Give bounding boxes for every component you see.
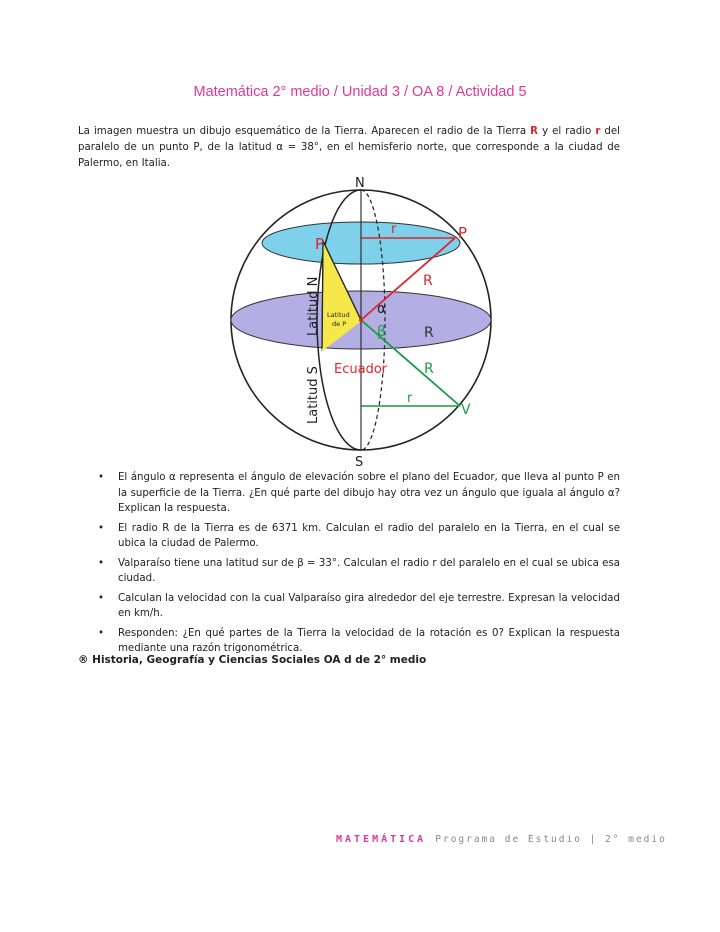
question-text: El ángulo α representa el ángulo de elevación sobre el plano del Ecuador, que lleva al punto P en la superficie de la Tierra. ¿En qué parte del dibujo hay otra vez un ángulo que iguala al ángulo α? Explican la respuesta. [118,472,620,514]
bullet-marker: • [98,557,105,569]
question-list [98,470,620,661]
label-s: S [355,455,364,469]
label-beta: β [377,324,386,340]
label-r-top: r [391,222,397,237]
intro-paragraph [78,124,620,172]
intro-text-1: La imagen muestra un dibujo esquemático de la Tierra. Aparecen el radio de la Tierra [78,126,531,137]
earth-diagram [225,174,500,469]
label-p-right: P [458,224,468,242]
question-item [98,470,620,517]
footer-subject: MATEMÁTICA [336,834,427,845]
center-point [359,318,363,322]
question-item [98,556,620,587]
bullet-marker: • [98,627,105,639]
label-v: V [461,402,471,418]
intro-text-3: del paralelo de un punto P, de la latitud α = 38°, en el hemisferio norte, que corresponde a la ciudad de Palermo, en Italia. [78,126,620,169]
label-R-plane: R [424,325,434,341]
question-item [98,591,620,622]
label-R-upper: R [423,273,433,289]
label-latitud-de-p-2: de P [332,320,347,328]
label-alpha: α [377,301,387,317]
bullet-marker: • [98,522,105,534]
bullet-marker: • [98,592,105,604]
label-latitud-n: Latitud N [306,276,321,336]
question-item [98,626,620,657]
question-item [98,521,620,552]
label-ecuador: Ecuador [334,362,388,377]
question-text: Calculan la velocidad con la cual Valparaíso gira alrededor del eje terrestre. Expresan la velocidad en km/h. [118,592,620,619]
radius-r-highlight: r [595,126,601,137]
question-text: El radio R de la Tierra es de 6371 km. Calculan el radio del paralelo en la Tierra, en el cual se ubica la ciudad de Palermo. [118,522,620,549]
radius-R-highlight: R [530,126,539,137]
page-footer [336,834,667,845]
page-title: Matemática 2° medio / Unidad 3 / OA 8 / Actividad 5 [193,84,527,100]
intro-text-2: y el radio [538,126,596,137]
earth-diagram-svg [225,174,500,469]
footer-program: Programa de Estudio | 2° medio [435,834,667,845]
label-p-left: P [315,235,325,253]
question-text: Responden: ¿En qué partes de la Tierra la velocidad de la rotación es 0? Explican la respuesta mediante una razón trigonométrica. [118,627,620,654]
label-latitud-de-p-1: Latitud [327,311,350,319]
question-text: Valparaíso tiene una latitud sur de β = 33°. Calculan el radio r del paralelo en el cual se ubica esa ciudad. [118,557,620,584]
label-R-lower: R [424,361,434,377]
curriculum-footnote: ® Historia, Geografía y Ciencias Sociales OA d de 2° medio [78,654,427,666]
label-latitud-s: Latitud S [306,366,321,424]
label-r-bottom: r [407,391,413,406]
bullet-marker: • [98,472,105,483]
label-n: N [355,176,365,191]
